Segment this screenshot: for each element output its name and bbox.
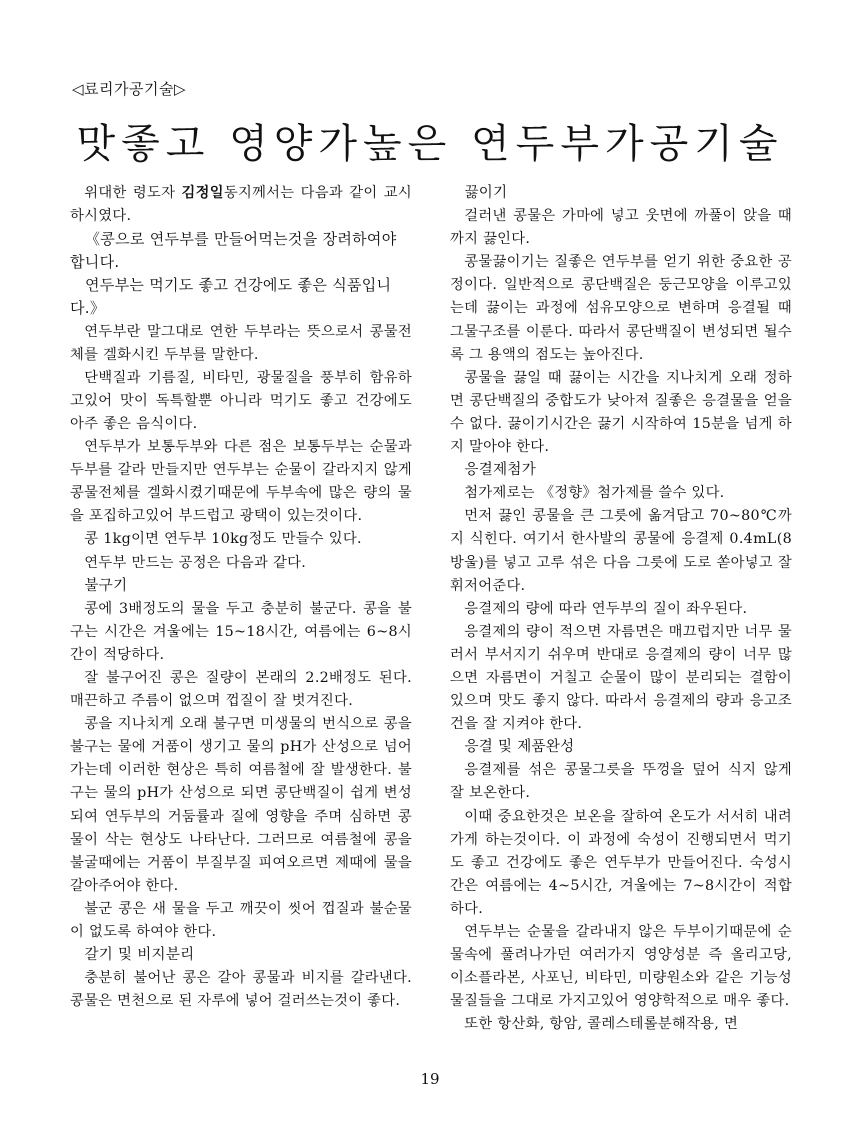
intro-paragraph xyxy=(70,182,412,228)
paragraph: 연두부가 보통두부와 다른 점은 보통두부는 순물과 두부를 갈라 만들지만 연두부는 순물이 갈라지지 않게 콩물전체를 겔화시켰기때문에 두부속에 많은 량의 물을 포집하고있어 부드럽고 광택이 있는것이다. xyxy=(70,439,412,525)
paragraph: 응결제의 량에 따라 연두부의 질이 좌우된다. xyxy=(464,600,748,617)
page-number: 19 xyxy=(420,1070,440,1088)
article-title: 맛좋고 영양가높은 연두부가공기술 xyxy=(76,121,784,167)
paragraph: 콩물을 끓일 때 끓이는 시간을 지나치게 오래 정하면 콩단백질의 중합도가 낮아져 질좋은 응결물을 얻을수 없다. 끓이기시간은 끓기 시작하여 15분을 넘게 하지 말아야 한다. xyxy=(450,369,792,456)
paragraph: 응결제를 섞은 콩물그릇을 뚜껑을 덮어 식지 않게 잘 보온한다. xyxy=(450,762,792,802)
paragraph: 먼저 끓인 콩물을 큰 그릇에 옮겨담고 70~80℃까지 식힌다. 여기서 한사발의 콩물에 응결제 0.4mL(8방울)를 넣고 고루 섞은 다음 그릇에 도로 쏟아넣고 잘 휘저어준다. xyxy=(450,508,792,594)
section-tag: ◁료리가공기술▷ xyxy=(72,80,187,98)
leader-name: 김정일 xyxy=(181,185,224,201)
paragraph: 걸러낸 콩물은 가마에 넣고 웃면에 까풀이 앉을 때까지 끓인다. xyxy=(450,208,792,248)
intro-text-after: 동지께서는 다음과 같이 교시하시였다. xyxy=(70,185,412,225)
paragraph: 단백질과 기름질, 비타민, 광물질을 풍부히 함유하고있어 맛이 독특할뿐 아니라 먹기도 좋고 건강에도 아주 좋은 음식이다. xyxy=(70,369,412,432)
paragraph: 연두부는 순물을 갈라내지 않은 두부이기때문에 순물속에 풀려나가던 여러가지 영양성분 즉 올리고당, 이소플라본, 사포닌, 비타민, 미량원소와 같은 기능성물질들을 그대로 가지고있어 영양학적으로 매우 좋다. xyxy=(450,924,792,1010)
paragraph: 콩 1kg이면 연두부 10kg정도 만들수 있다. xyxy=(84,531,362,548)
right-column xyxy=(450,182,792,1036)
paragraph: 불군 콩은 새 물을 두고 깨끗이 씻어 껍질과 불순물이 없도록 하여야 한다. xyxy=(70,900,412,940)
paragraph: 콩물끓이기는 질좋은 연두부를 얻기 위한 중요한 공정이다. 일반적으로 콩단백질은 둥근모양을 이루고있는데 끓이는 과정에 섬유모양으로 변하며 응결될 때 그물구조를 이룬다. 따라서 콩단백질이 변성되면 될수록 그 용액의 점도는 높아진다. xyxy=(450,254,792,363)
intro-text-before: 위대한 령도자 xyxy=(84,185,182,201)
paragraph: 응결제의 량이 적으면 자름면은 매끄럽지만 너무 물러서 부서지기 쉬우며 반대로 응결제의 량이 너무 많으면 자름면이 거칠고 순물이 많이 분리되는 결함이 있으며 맛도 좋지 않다. 따라서 응결제의 량과 응고조건을 잘 지켜야 한다. xyxy=(450,623,792,733)
paragraph: 콩을 지나치게 오래 불구면 미생물의 번식으로 콩을 불구는 물에 거품이 생기고 물의 pH가 산성으로 넘어가는데 이러한 현상은 특히 여름철에 잘 발생한다. 불구는 물의 pH가 산성으로 되면 콩단백질이 쉽게 변성되여 연두부의 거둠률과 질에 영향을 주며 심하면 콩물이 삭는 현상도 나타난다. 그러므로 여름철에 콩을 불굴때에는 거품이 부질부질 피여오르면 제때에 물을 갈아주어야 한다. xyxy=(70,716,412,894)
paragraph: 또한 항산화, 항암, 콜레스테롤분해작용, 면 xyxy=(464,1016,739,1033)
quote-line-2: 연두부는 먹기도 좋고 건강에도 좋은 식품입니다.》 xyxy=(70,276,392,318)
paragraph: 잘 불구어진 콩은 질량이 본래의 2.2배정도 된다. 매끈하고 주름이 없으며 껍질이 잘 벗겨진다. xyxy=(70,669,412,710)
step-heading-grinding: 갈기 및 비지분리 xyxy=(84,947,195,964)
step-heading-finishing: 응결 및 제품완성 xyxy=(464,739,575,756)
paragraph: 이때 중요한것은 보온을 잘하여 온도가 서서히 내려가게 하는것이다. 이 과정에 숙성이 진행되면서 먹기도 좋고 건강에도 좋은 연두부가 만들어진다. 숙성시간은 여름에는 4~5시간, 겨울에는 7~8시간이 적합하다. xyxy=(450,808,792,917)
paragraph: 연두부 만드는 공정은 다음과 같다. xyxy=(84,554,307,571)
step-heading-soaking: 불구기 xyxy=(84,577,128,594)
paragraph: 콩에 3배정도의 물을 두고 충분히 불군다. 콩을 불구는 시간은 겨울에는 15~18시간, 여름에는 6~8시간이 적당하다. xyxy=(70,600,412,663)
paragraph: 첨가제로는 《정향》첨가제를 쓸수 있다. xyxy=(464,485,725,502)
paragraph: 연두부란 말그대로 연한 두부라는 뜻으로서 콩물전체를 겔화시킨 두부를 말한다. xyxy=(70,323,412,363)
step-heading-boiling: 끓이기 xyxy=(464,185,508,201)
paragraph: 충분히 불어난 콩은 갈아 콩물과 비지를 갈라낸다. 콩물은 면천으로 된 자루에 넣어 걸러쓰는것이 좋다. xyxy=(70,970,412,1010)
quote-line-1: 《콩으로 연두부를 만들어먹는것을 장려하여야 합니다. xyxy=(70,230,397,272)
left-column xyxy=(70,182,412,1013)
step-heading-coagulant: 응결제첨가 xyxy=(464,462,537,479)
